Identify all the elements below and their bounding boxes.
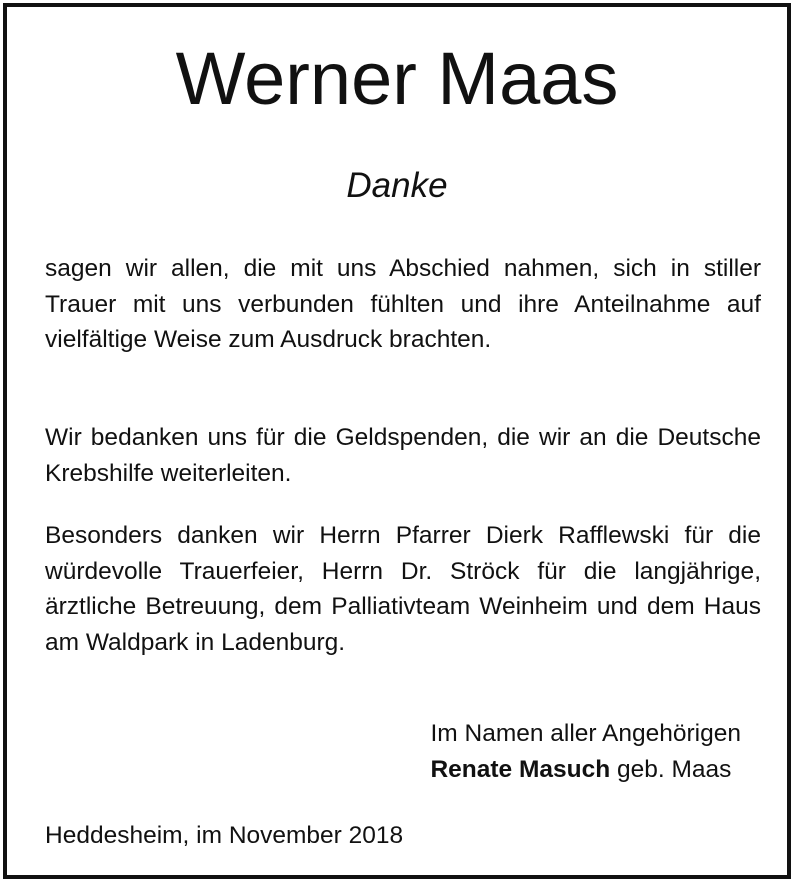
signature-block [430,716,741,788]
obituary-notice [3,3,791,879]
donation-paragraph: Wir bedanken uns für die Geldspenden, die wir an die Deutsche Krebshilfe weiterleiten. [45,424,761,487]
place-and-date: Heddesheim, im November 2018 [45,822,404,849]
signer-maiden-name: geb. Maas [610,756,732,783]
deceased-name: Werner Maas [175,37,619,120]
signature-intro: Im Namen aller Angehörigen [430,720,741,747]
signature-name-line [430,752,741,788]
thanks-heading: Danke [346,166,448,205]
thanks-paragraph-1: sagen wir allen, die mit uns Abschied nahmen, sich in stiller Trauer mit uns verbunden fühlten und ihre Anteilnahme auf vielfältige Weise zum Ausdruck brachten. [45,255,761,353]
special-thanks-paragraph: Besonders danken wir Herrn Pfarrer Dierk Rafflewski für die würdevolle Trauerfeier, Herrn Dr. Ströck für die langjährige, ärztliche Betreuung, dem Palliativteam Weinheim und dem Haus am Waldpark in Ladenburg. [45,522,761,656]
signer-name: Renate Masuch [430,756,611,783]
